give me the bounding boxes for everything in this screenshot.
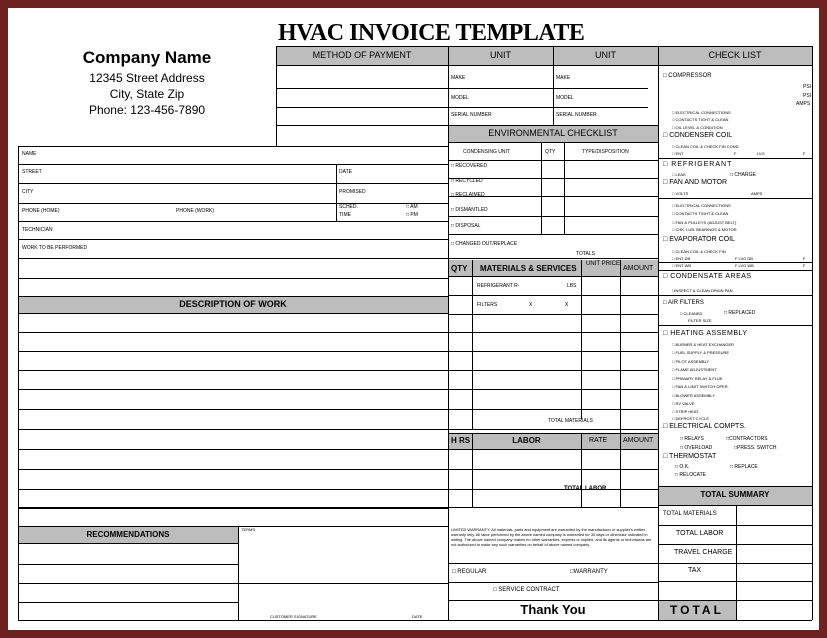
check-air-filters[interactable]: □ AIR FILTERS [663,300,704,306]
refrigerant-lbs: LBS [567,283,577,289]
env-row-dismantled: □ DISMANTLED [451,207,488,213]
rule [448,429,658,430]
rule [18,620,812,621]
check-clean-coil-fin[interactable]: □ CLEAN COIL & CHECK FIN COND. [672,144,740,149]
field-phone-home[interactable]: PHONE (HOME) [22,208,60,214]
db-f-label: F [803,256,806,261]
refrigerant-row: REFRIGERANT R- [477,283,520,289]
materials-unit-price: UNIT PRICE [586,261,620,267]
check-electrical-compts[interactable]: □ ELECTRICAL COMPTS. [663,423,746,430]
check-heating-assembly[interactable]: □ HEATING ASSEMBLY [663,330,748,337]
limited-warranty-text: LIMITED WARRANTY: All materials, parts and equipment are warranted by the manufacturer or supplier's written warranty only. All labor performed by the above named company is warranted for 30 days or otherwise indicated in writing. The above named company makes no other warranties, express or implied, and its agents or technicians are not authorized to make any such warranties on behalf of above named company. [451,527,652,547]
check-clean-coil[interactable]: □ CLEAN COIL & CHECK FIN [672,249,726,254]
checkbox-regular[interactable]: □ REGULAR [452,569,487,575]
item-label: BURNER & HEAT EXCHANGER [675,342,735,347]
check-ent-db[interactable]: □ ENT DB [672,256,691,261]
item-label: REPLACED [728,310,756,316]
rule [564,142,565,234]
item-label: O.K. [679,464,690,470]
rule [18,164,448,165]
total-labor: TOTAL LABOR [564,486,607,492]
check-heating-item[interactable]: □ BLOWER ASSEMBLY [672,393,716,398]
pm-label: PM [410,212,418,218]
field-phone-work[interactable]: PHONE (WORK) [176,208,215,214]
rule [448,563,658,564]
field-time[interactable]: TIME [339,212,351,218]
page-title: HVAC INVOICE TEMPLATE [278,20,585,46]
check-overload[interactable]: □ OVERLOAD [680,445,713,451]
check-heating-item[interactable]: □ FUEL SUPPLY & PRESSURE [672,350,730,355]
rule [18,389,658,390]
rule [276,46,812,47]
rule [658,600,812,601]
rule [18,564,238,565]
total-materials: TOTAL MATERIALS [548,418,593,424]
rule [18,239,448,240]
item-label: ELECTRICAL CONNECTIONS [675,203,731,208]
rule [18,469,658,470]
checkbox-pm[interactable]: □ PM [406,212,418,218]
checkbox-service-contract[interactable]: □ SERVICE CONTRACT [493,587,560,593]
check-ent-wb[interactable]: □ ENT WB [672,263,692,268]
item-label: CHARGE [734,172,756,178]
rule [620,260,621,507]
unit-header-1: UNIT [490,50,511,60]
check-replaced[interactable]: □ REPLACED [724,310,756,316]
recommendations-header: RECOMMENDATIONS [86,530,170,539]
check-replace[interactable]: □ REPLACE [730,464,758,470]
check-heating-item[interactable]: □ PRIMARY RELAY & FLUE [672,376,723,381]
rule [18,508,448,509]
check-strip-heat[interactable]: □ STRIP HEAT [672,409,699,414]
check-evaporator-coil[interactable]: □ EVAPORATOR COIL [663,236,735,243]
air-filters-label: AIR FILTERS [667,300,704,306]
env-col-condensing: CONDENSING UNIT [463,149,510,155]
item-label: STRIP HEAT [675,409,699,414]
rule [541,142,542,234]
rule [276,46,277,146]
unit-serial-2: SERIAL NUMBER [556,112,597,118]
env-row-disposal: □ DISPOSAL [451,223,481,229]
summary-header: TOTAL SUMMARY [700,490,770,499]
am-label: AM [410,204,418,210]
env-col-qty: QTY [545,149,556,155]
env-row-label: RECOVERED [455,163,488,169]
filters-x1: X [529,302,533,308]
terms-label: TERMS [241,527,255,532]
rule [581,433,582,507]
description-header: DESCRIPTION OF WORK [179,299,287,309]
customer-signature[interactable]: CUSTOMER SIGNATURE [270,614,317,619]
item-label: VOLTS [675,191,689,196]
item-label: PRESS. SWITCH [737,445,777,451]
payment-header: METHOD OF PAYMENT [312,50,412,60]
evaporator-label: EVAPORATOR COIL [669,236,735,243]
rule [736,505,737,620]
env-row-reclaimed: □ RECLAIMED [451,192,485,198]
env-row-label: DISPOSAL [455,223,481,229]
field-technician[interactable]: TECHNICIAN [22,227,53,233]
rule [448,160,658,161]
checkbox-am[interactable]: □ AM [406,204,418,210]
company-street: 12345 Street Address [89,71,205,85]
summary-labor: TOTAL LABOR [676,530,724,537]
check-cleaned[interactable]: □ CLEANED [680,311,703,316]
unit-header-2: UNIT [595,50,616,60]
check-contractors[interactable]: □CONTRACTORS [726,436,768,442]
item-label: DEFROST CYCLE [675,416,710,421]
unit-serial-1: SERIAL NUMBER [451,112,492,118]
check-heating-item[interactable]: □ RV VALVE [672,401,695,406]
env-row-label: RECLAIMED [455,192,485,198]
summary-travel: TRAVEL CHARGE [674,549,733,556]
company-name: Company Name [82,48,212,67]
warranty-label: WARRANTY [573,569,608,575]
item-label: RELAYS [684,436,704,442]
rule [18,370,658,371]
condensate-label: CONDENSATE AREAS [670,273,752,280]
summary-materials: TOTAL MATERIALS [663,511,717,517]
check-contacts-1[interactable]: □ CONTACTS TIGHT & CLEAN [672,117,729,122]
condenser-label: CONDENSER COIL [669,132,733,139]
rule [448,216,658,217]
item-label: OIL LEVEL & CONDITION [675,125,723,130]
rule [448,314,658,315]
check-thermostat[interactable]: □ THERMOSTAT [663,453,717,460]
rule [658,295,812,296]
item-label: ENT DB [675,256,691,261]
item-label: ENT WB [675,263,692,268]
company-city: City, State Zip [109,87,185,101]
service-contract-label: SERVICE CONTRACT [498,587,560,593]
env-header: ENVIRONMENTAL CHECKLIST [488,128,618,138]
materials-amount: AMOUNT [623,265,654,272]
rule [448,234,658,235]
item-label: CONTRACTORS [729,436,768,442]
check-defrost[interactable]: □ DEFROST CYCLE [672,416,710,421]
rule [658,525,812,526]
heating-label: HEATING ASSEMBLY [670,330,748,337]
unit-model-2: MODEL [556,95,574,101]
check-fan-motor[interactable]: □ FAN AND MOTOR [663,179,728,186]
env-row-label: DISMANTLED [455,207,488,213]
rule [658,505,812,506]
rule [18,429,448,430]
labor-header: LABOR [512,436,541,445]
signature-date[interactable]: DATE [412,614,423,619]
check-ent[interactable]: □ ENT [672,151,684,156]
check-oil-level[interactable]: □ OIL LEVEL & CONDITION [672,125,723,130]
labor-hrs: H RS [451,436,471,445]
item-label: RELOCATE [679,472,707,478]
check-condensate[interactable]: □ CONDENSATE AREAS [663,273,752,280]
rule [658,46,659,620]
materials-qty: QTY [451,264,468,273]
item-label: CLEAN COIL & CHECK FIN [675,249,726,254]
rule [472,260,473,429]
item-label: PILOT ASSEMBLY [675,359,710,364]
field-sched[interactable]: SCHED. [339,204,358,210]
unit-model-1: MODEL [451,95,469,101]
item-label: CONTACTS TIGHT & CLEAN [675,117,729,122]
item-label: CLEANED [683,311,703,316]
item-label: CLEAN COIL & CHECK FIN COND. [675,144,740,149]
item-label: LEAK [675,172,686,177]
rule [581,260,582,419]
amps-label: AMPS [796,101,811,107]
regular-label: REGULAR [457,569,487,575]
item-label: RV VALVE [675,401,695,406]
checkbox-warranty[interactable]: □WARRANTY [570,569,608,575]
checklist-header: CHECK LIST [708,50,762,60]
check-condenser-coil[interactable]: □ CONDENSER COIL [663,132,733,139]
filters-row: FILTERS [477,302,498,308]
item-label: CHK. LUB. BEARINGS & MOTOR [675,227,737,232]
check-press-switch[interactable]: □PRESS. SWITCH [734,445,777,451]
rule [658,544,812,545]
rule [658,158,812,159]
rule [448,582,658,583]
check-lub-bearings[interactable]: □ CHK. LUB. BEARINGS & MOTOR [672,227,737,232]
rule [18,203,448,204]
rule [18,146,19,620]
field-work[interactable]: WORK TO BE PERFORMED [22,245,88,251]
rule [448,600,658,601]
rule [448,449,658,450]
fan-amps-label: AMPS [751,191,763,196]
lvg-db-label: F LVG DB [735,256,753,261]
env-totals: TOTALS [576,251,595,257]
rule [276,125,658,126]
check-elec-connections-2[interactable]: □ ELECTRICAL CONNECTIONS [672,203,731,208]
rule [658,563,812,564]
rule [18,332,658,333]
item-label: FAN & PULLEYS (ADJUST BELT) [675,220,737,225]
check-inspect-drain[interactable]: □INSPECT & CLEAN DRAIN PAN [672,288,733,293]
field-street[interactable]: STREET [22,169,42,175]
field-city[interactable]: CITY [22,189,34,195]
lvg-f-label: F [803,151,806,156]
env-col-type: TYPE/DISPOSITION [582,149,629,155]
rule [658,325,812,326]
fan-motor-label: FAN AND MOTOR [669,179,728,186]
rule [18,313,448,314]
unit-make-2: MAKE [556,75,571,81]
env-row-label: CHANGED OUT/REPLACE [455,241,518,247]
rule [18,258,658,259]
rule [448,295,658,296]
check-heating-item[interactable]: □ FLAME ADJUSTMENT [672,367,717,372]
field-promised[interactable]: PROMISED [339,189,366,195]
item-label: ENT [675,151,684,156]
rule [18,146,448,147]
rule [18,507,658,508]
check-elec-connections-1[interactable]: □ ELECTRICAL CONNECTIONS [672,110,731,115]
check-ok[interactable]: □ O.K. [675,464,690,470]
item-label: BLOWER ASSEMBLY [675,393,716,398]
rule [18,183,448,184]
materials-header: MATERIALS & SERVICES [480,264,577,273]
check-fan-pulleys[interactable]: □ FAN & PULLEYS (ADJUST BELT) [672,220,737,225]
rule [18,296,448,297]
rule [812,46,813,620]
item-label: CONTACTS TIGHT & CLEAN [675,211,729,216]
psi-label-2: PSI [803,93,812,99]
check-volts[interactable]: □ VOLTS [672,191,689,196]
rule [658,581,812,582]
invoice-sheet [8,8,819,630]
ent-f-label: F [734,151,737,156]
compressor-label: COMPRESSOR [668,73,712,79]
summary-tax: TAX [688,567,702,574]
psi-label-1: PSI [803,84,812,90]
check-charge[interactable]: □ CHARGE [730,172,756,178]
item-label: PRIMARY RELAY & FLUE [675,376,723,381]
item-label: FAN & LIMIT SWITCH OPER. [675,384,729,389]
env-row-changed: □ CHANGED OUT/REPLACE [451,241,518,247]
rule [276,65,812,66]
rule [18,489,658,490]
check-heating-item[interactable]: □ BURNER & HEAT EXCHANGER [672,342,735,347]
lvg-wb-label: F LVG WB [735,263,754,268]
item-label: FUEL SUPPLY & PRESSURE [675,350,730,355]
rule [18,409,658,410]
check-relocate[interactable]: □ RELOCATE [675,472,707,478]
company-block [18,48,276,117]
rule [658,486,812,487]
filter-size-label: FILTER SIZE [688,318,712,323]
rule [18,602,238,603]
rule [448,433,658,434]
env-row-recovered: □ RECOVERED [451,163,488,169]
summary-total: TOTAL [670,603,724,617]
rule [658,198,812,199]
rule [18,221,448,222]
item-label: OVERLOAD [684,445,713,451]
field-name[interactable]: NAME [22,151,37,157]
item-label: INSPECT & CLEAN DRAIN PAN [674,288,733,293]
check-relays[interactable]: □ RELAYS [680,436,704,442]
company-phone: Phone: 123-456-7890 [88,103,206,117]
check-leak[interactable]: □ LEAK [672,172,686,177]
labor-amount: AMOUNT [623,437,654,444]
rule [18,543,238,544]
rule [276,107,648,108]
rule [18,526,448,527]
rule [18,583,448,584]
thermostat-label: THERMOSTAT [669,453,717,460]
check-contacts-2[interactable]: □ CONTACTS TIGHT & CLEAN [672,211,729,216]
env-row-recycled: □ RECYCLED [451,178,483,184]
check-refrigerant[interactable]: □ REFRIGERANT [663,161,733,168]
check-heating-item[interactable]: □ FAN & LIMIT SWITCH OPER. [672,384,729,389]
refrigerant-label: REFRIGERANT [671,161,733,168]
rule [276,88,648,89]
rule [448,276,658,277]
lvg-label: LVG [757,151,765,156]
item-label: ELECTRICAL CONNECTIONS [675,110,731,115]
check-compressor[interactable]: □ COMPRESSOR [663,73,712,79]
env-row-label: RECYCLED [455,178,483,184]
check-heating-item[interactable]: □ PILOT ASSEMBLY [672,359,710,364]
rule [336,164,337,221]
electrical-label: ELECTRICAL COMPTS. [669,423,746,430]
rule [448,142,658,143]
unit-make-1: MAKE [451,75,466,81]
field-date[interactable]: DATE [339,169,352,175]
labor-rate: RATE [589,437,608,444]
rule [658,270,812,271]
rule [18,278,448,279]
filters-x2: X [565,302,569,308]
wb-f-label: F [803,263,806,268]
item-label: REPLACE [734,464,758,470]
item-label: FLAME ADJUSTMENT [675,367,717,372]
rule [238,526,239,620]
thank-you: Thank You [520,602,586,617]
rule [18,351,658,352]
